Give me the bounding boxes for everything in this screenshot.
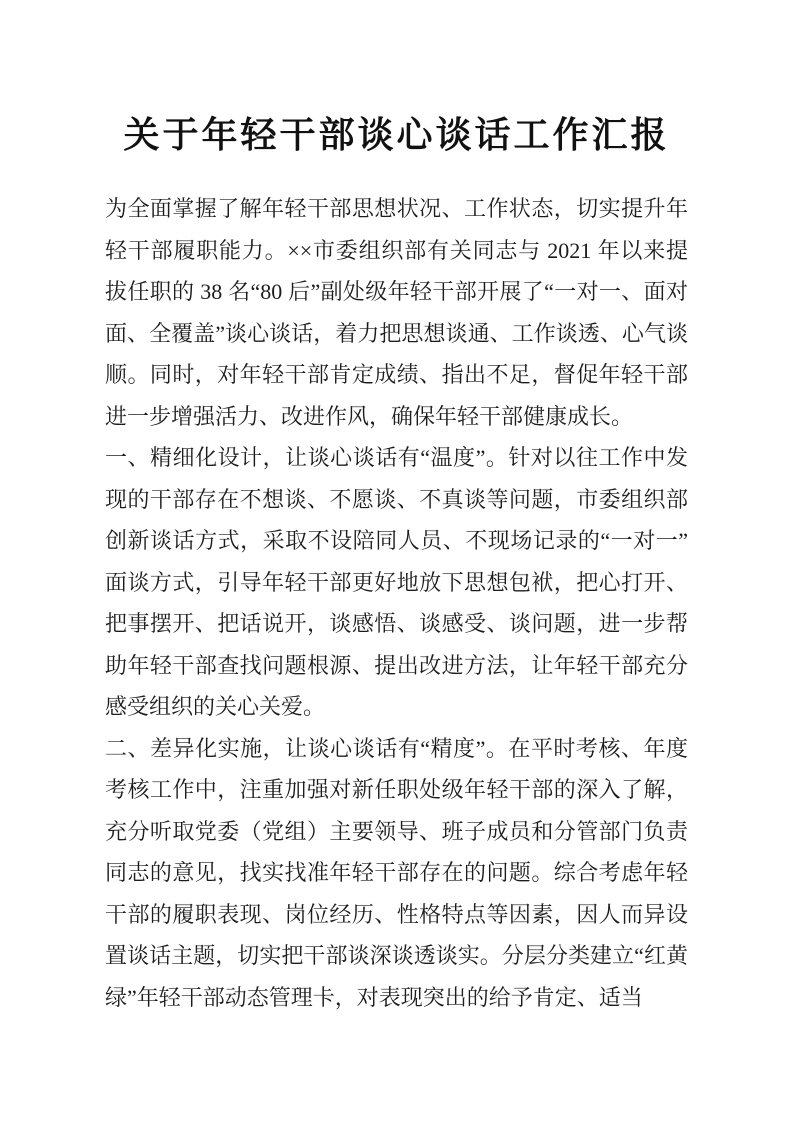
paragraph-intro: 为全面掌握了解年轻干部思想状况、工作状态，切实提升年轻干部履职能力。××市委组织部有关同志与 2021 年以来提拔任职的 38 名“80 后”副处级年轻干部开展了“一对一、面对面、全覆盖”谈心谈话，着力把思想谈通、工作谈透、心气谈顺。同时，对年轻干部肯定成绩、指出不足，督促年轻干部进一步增强活力、改进作风，确保年轻干部健康成长。	[105, 196, 688, 429]
document-body	[105, 188, 688, 1018]
document-title: 关于年轻干部谈心谈话工作汇报	[123, 115, 670, 155]
paragraph-section-2: 二、差异化实施，让谈心谈话有“精度”。在平时考核、年度考核工作中，注重加强对新任职处级年轻干部的深入了解，充分听取党委（党组）主要领导、班子成员和分管部门负责同志的意见，找实找准年轻干部存在的问题。综合考虑年轻干部的履职表现、岗位经历、性格特点等因素，因人而异设置谈话主题，切实把干部谈深谈透谈实。分层分类建立“红黄绿”年轻干部动态管理卡，对表现突出的给予肯定、适当	[105, 735, 688, 1010]
paragraph-section-1: 一、精细化设计，让谈心谈话有“温度”。针对以往工作中发现的干部存在不想谈、不愿谈、不真谈等问题，市委组织部创新谈话方式，采取不设陪同人员、不现场记录的“一对一”面谈方式，引导年轻干部更好地放下思想包袱，把心打开、把事摆开、把话说开，谈感悟、谈感受、谈问题，进一步帮助年轻干部查找问题根源、提出改进方法，让年轻干部充分感受组织的关心关爱。	[105, 445, 688, 719]
